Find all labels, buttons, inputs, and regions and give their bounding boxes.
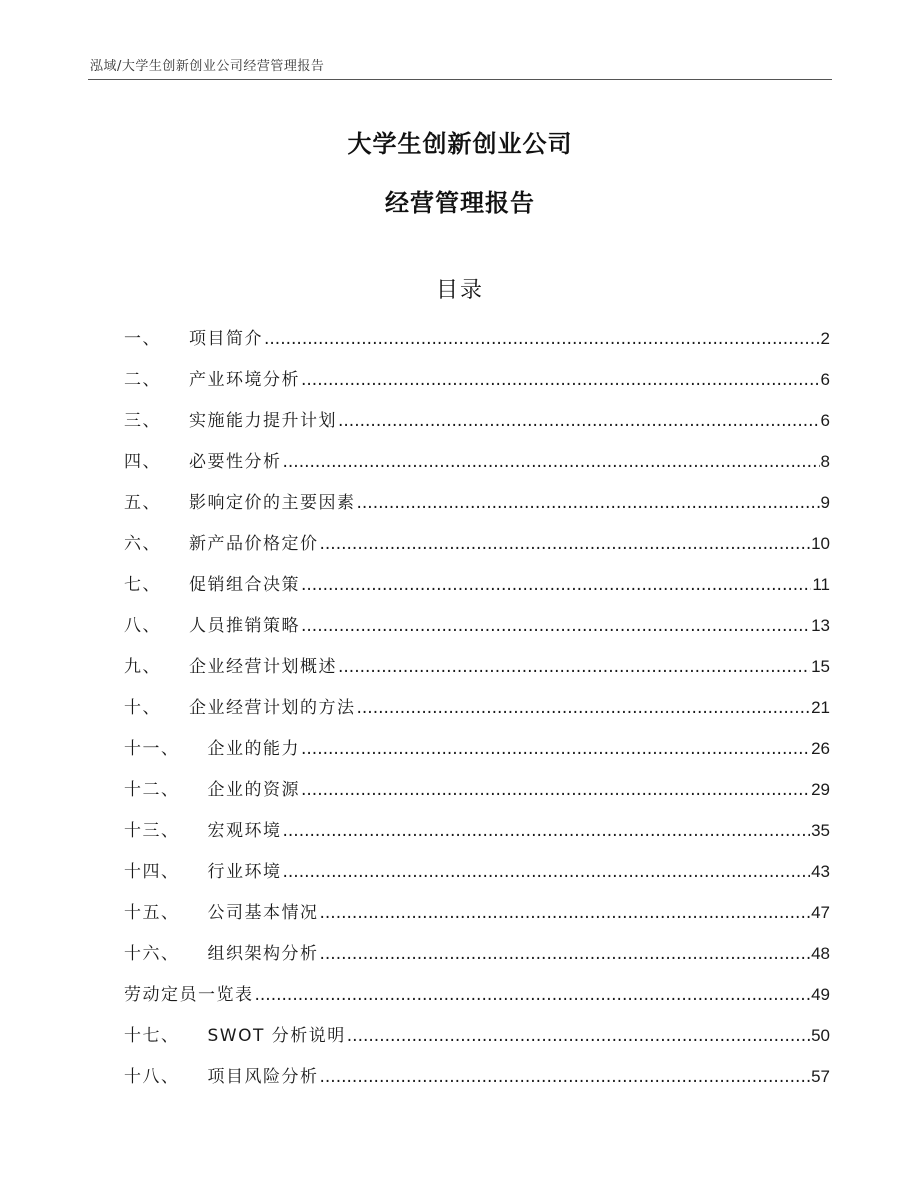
toc-entry[interactable] xyxy=(124,488,830,529)
toc-entry-page-number: 10 xyxy=(811,534,830,553)
toc-entry-number: 九、 xyxy=(124,657,161,677)
toc-entry-title: 影响定价的主要因素 xyxy=(189,493,356,513)
toc-entry-number: 七、 xyxy=(124,575,161,595)
toc-dot-leader xyxy=(301,780,810,800)
toc-entry-title: 产业环境分析 xyxy=(189,370,300,390)
running-header: 泓域/大学生创新创业公司经营管理报告 xyxy=(90,59,325,74)
toc-entry-number: 四、 xyxy=(124,452,161,472)
toc-entry-page-number: 49 xyxy=(811,985,830,1004)
toc-entry-page-number: 47 xyxy=(811,903,830,922)
toc-entry-number: 十五、 xyxy=(124,903,180,923)
toc-dot-leader xyxy=(347,1026,810,1046)
toc-dot-leader xyxy=(320,1067,811,1087)
toc-entry[interactable] xyxy=(124,816,830,857)
toc-entry-page-number: 29 xyxy=(811,780,830,799)
toc-entry-number: 六、 xyxy=(124,534,161,554)
toc-entry-page-number: 43 xyxy=(811,862,830,881)
toc-entry-title: 实施能力提升计划 xyxy=(189,411,337,431)
toc-entry-page-number: 2 xyxy=(820,329,830,348)
toc-dot-leader xyxy=(338,411,820,431)
toc-dot-leader xyxy=(264,329,820,349)
toc-entry-title: 项目风险分析 xyxy=(207,1067,319,1087)
header-divider xyxy=(88,79,832,80)
toc-entry-number: 二、 xyxy=(124,370,161,390)
toc-dot-leader xyxy=(301,616,810,636)
toc-dot-leader xyxy=(320,534,811,554)
toc-entry-number: 五、 xyxy=(124,493,161,513)
table-of-contents xyxy=(124,324,830,1103)
toc-dot-leader xyxy=(320,903,811,923)
toc-entry-page-number: 50 xyxy=(811,1026,830,1045)
toc-entry[interactable] xyxy=(124,857,830,898)
toc-entry-number: 十八、 xyxy=(124,1067,180,1087)
toc-entry[interactable] xyxy=(124,775,830,816)
toc-entry-page-number: 9 xyxy=(820,493,830,512)
toc-entry-title: 行业环境 xyxy=(207,862,282,882)
toc-entry[interactable] xyxy=(124,980,830,1021)
toc-entry[interactable] xyxy=(124,652,830,693)
document-title-line-2: 经营管理报告 xyxy=(385,189,535,217)
toc-entry-page-number: 48 xyxy=(811,944,830,963)
toc-dot-leader xyxy=(283,452,820,472)
toc-entry[interactable] xyxy=(124,1021,830,1062)
document-title-line-1: 大学生创新创业公司 xyxy=(347,130,573,158)
toc-dot-leader xyxy=(301,575,811,595)
toc-entry-number: 十四、 xyxy=(124,862,180,882)
toc-entry-title: 公司基本情况 xyxy=(207,903,319,923)
toc-dot-leader xyxy=(283,862,811,882)
toc-entry[interactable] xyxy=(124,570,830,611)
toc-dot-leader xyxy=(283,821,811,841)
toc-entry-number: 十一、 xyxy=(124,739,180,759)
toc-entry-title: 企业的资源 xyxy=(207,780,300,800)
toc-entry-number: 一、 xyxy=(124,329,161,349)
toc-entry-title: 劳动定员一览表 xyxy=(124,985,254,1005)
toc-entry-title: 必要性分析 xyxy=(189,452,282,472)
toc-entry[interactable] xyxy=(124,447,830,488)
toc-entry[interactable] xyxy=(124,1062,830,1103)
toc-entry-page-number: 6 xyxy=(820,411,830,430)
toc-dot-leader xyxy=(320,944,811,964)
toc-entry-number: 八、 xyxy=(124,616,161,636)
toc-entry-number: 十七、 xyxy=(124,1026,180,1046)
toc-entry-page-number: 35 xyxy=(811,821,830,840)
toc-entry-title: 企业经营计划的方法 xyxy=(189,698,356,718)
toc-entry-number: 十三、 xyxy=(124,821,180,841)
toc-entry-number: 十、 xyxy=(124,698,161,718)
toc-entry-title: 促销组合决策 xyxy=(189,575,300,595)
toc-dot-leader xyxy=(338,657,810,677)
toc-entry-page-number: 8 xyxy=(820,452,830,471)
toc-entry[interactable] xyxy=(124,529,830,570)
toc-entry-page-number: 11 xyxy=(812,575,830,594)
toc-entry-title: 宏观环境 xyxy=(207,821,282,841)
toc-dot-leader xyxy=(357,493,820,513)
toc-entry-page-number: 26 xyxy=(811,739,830,758)
toc-entry[interactable] xyxy=(124,693,830,734)
toc-dot-leader xyxy=(301,739,810,759)
toc-entry[interactable] xyxy=(124,365,830,406)
toc-entry[interactable] xyxy=(124,898,830,939)
toc-entry[interactable] xyxy=(124,939,830,980)
toc-entry-title: 组织架构分析 xyxy=(207,944,319,964)
toc-entry-title: 企业经营计划概述 xyxy=(189,657,337,677)
toc-heading: 目录 xyxy=(435,278,484,303)
toc-dot-leader xyxy=(301,370,820,390)
toc-entry-page-number: 13 xyxy=(811,616,830,635)
toc-entry-title: 新产品价格定价 xyxy=(189,534,319,554)
toc-entry[interactable] xyxy=(124,406,830,447)
toc-entry[interactable] xyxy=(124,611,830,652)
toc-entry-title: 人员推销策略 xyxy=(189,616,300,636)
toc-dot-leader xyxy=(255,985,811,1005)
toc-entry-title: 企业的能力 xyxy=(207,739,300,759)
toc-entry-page-number: 57 xyxy=(811,1067,830,1086)
toc-entry-title: 项目简介 xyxy=(189,329,263,349)
toc-entry[interactable] xyxy=(124,324,830,365)
toc-entry-number: 三、 xyxy=(124,411,161,431)
toc-dot-leader xyxy=(357,698,811,718)
toc-entry-page-number: 6 xyxy=(820,370,830,389)
toc-entry-number: 十六、 xyxy=(124,944,180,964)
toc-entry-page-number: 15 xyxy=(811,657,830,676)
toc-entry[interactable] xyxy=(124,734,830,775)
toc-entry-page-number: 21 xyxy=(811,698,830,717)
toc-entry-number: 十二、 xyxy=(124,780,180,800)
toc-entry-title: SWOT 分析说明 xyxy=(207,1026,346,1046)
